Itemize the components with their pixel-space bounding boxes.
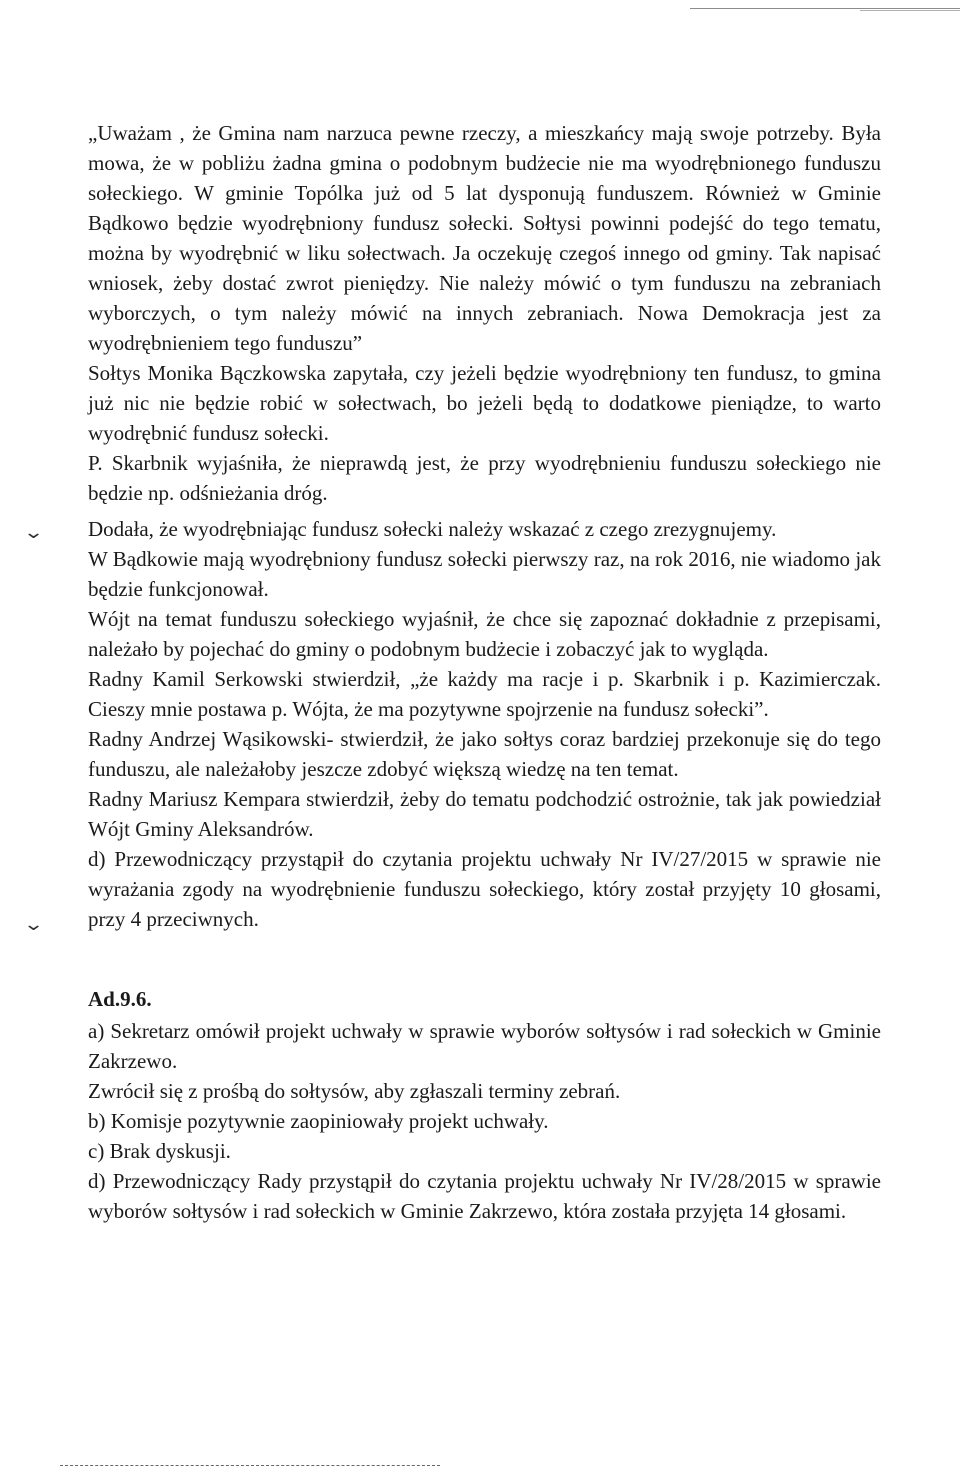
paragraph: Sołtys Monika Bączkowska zapytała, czy jeżeli będzie wyodrębniony ten fundusz, to gmina już nic nie będzie robić w sołectwach, bo jeżeli będą to dodatkowe pieniądze, to warto wyodrębnić fundusz sołecki.: [88, 361, 881, 445]
paragraph: a) Sekretarz omówił projekt uchwały w sprawie wyborów sołtysów i rad sołeckich w Gminie Zakrzewo.: [88, 1019, 881, 1073]
section-heading: Ad.9.6.: [88, 987, 152, 1011]
paragraph: d) Przewodniczący Rady przystąpił do czytania projektu uchwały Nr IV/28/2015 w sprawie wyborów sołtysów i rad sołeckich w Gminie Zakrzewo, która została przyjęta 14 głosami.: [88, 1169, 881, 1223]
paragraph: P. Skarbnik wyjaśniła, że nieprawdą jest, że przy wyodrębnieniu funduszu sołeckiego nie będzie np. odśnieżania dróg.: [88, 451, 881, 505]
scan-edge-line: [860, 10, 960, 11]
paragraph: c) Brak dyskusji.: [88, 1139, 231, 1163]
paragraph: Radny Mariusz Kempara stwierdził, żeby do tematu podchodzić ostrożnie, tak jak powiedział Wójt Gminy Aleksandrów.: [88, 787, 881, 841]
paragraph: Wójt na temat funduszu sołeckiego wyjaśnił, że chce się zapoznać dokładnie z przepisami, należało by pojechać do gminy o podobnym budżecie i zobaczyć jak to wygląda.: [88, 607, 881, 661]
paragraph: Radny Andrzej Wąsikowski- stwierdził, że jako sołtys coraz bardziej przekonuje się do tego funduszu, ale należałoby jeszcze zdobyć większą wiedzę na ten temat.: [88, 727, 881, 781]
paragraph: b) Komisje pozytywnie zaopiniowały projekt uchwały.: [88, 1109, 549, 1133]
footer-dashed-line: [60, 1465, 440, 1466]
paragraph: W Bądkowie mają wyodrębniony fundusz sołecki pierwszy raz, na rok 2016, nie wiadomo jak będzie funkcjonował.: [88, 547, 881, 601]
paragraph: „Uważam , że Gmina nam narzuca pewne rzeczy, a mieszkańcy mają swoje potrzeby. Była mowa, że w pobliżu żadna gmina o podobnym budżecie nie ma wyodrębnionego funduszu sołeckiego. W gminie Topólka już od 5 lat dysponują funduszem. Również w Gminie Bądkowo będzie wyodrębniony fundusz sołecki. Sołtysi powinni podejść do tego tematu, można by wyodrębnić w liku sołectwach. Ja oczekuję czegoś innego od gminy. Tak napisać wniosek, żeby dostać zwrot pieniędzy. Nie należy mówić o tym funduszu na zebraniach wyborczych, o tym należy mówić na innych zebraniach. Nowa Demokracja jest za wyodrębnieniem tego funduszu”: [88, 121, 881, 355]
margin-check-mark: ⌄: [22, 914, 45, 935]
paragraph: Zwrócił się z prośbą do sołtysów, aby zgłaszali terminy zebrań.: [88, 1079, 621, 1103]
paragraph: Radny Kamil Serkowski stwierdził, „że każdy ma racje i p. Skarbnik i p. Kazimierczak. Cieszy mnie postawa p. Wójta, że ma pozytywne spojrzenie na fundusz sołecki”.: [88, 667, 881, 721]
document-body: [88, 118, 881, 1226]
paragraph: d) Przewodniczący przystąpił do czytania projektu uchwały Nr IV/27/2015 w sprawie nie wyrażania zgody na wyodrębnienie funduszu sołeckiego, który został przyjęty 10 głosami, przy 4 przeciwnych.: [88, 847, 881, 931]
paragraph: Dodała, że wyodrębniając fundusz sołecki należy wskazać z czego zrezygnujemy.: [88, 517, 777, 541]
margin-check-mark: ⌄: [22, 522, 45, 543]
scan-edge-line: [690, 8, 960, 9]
